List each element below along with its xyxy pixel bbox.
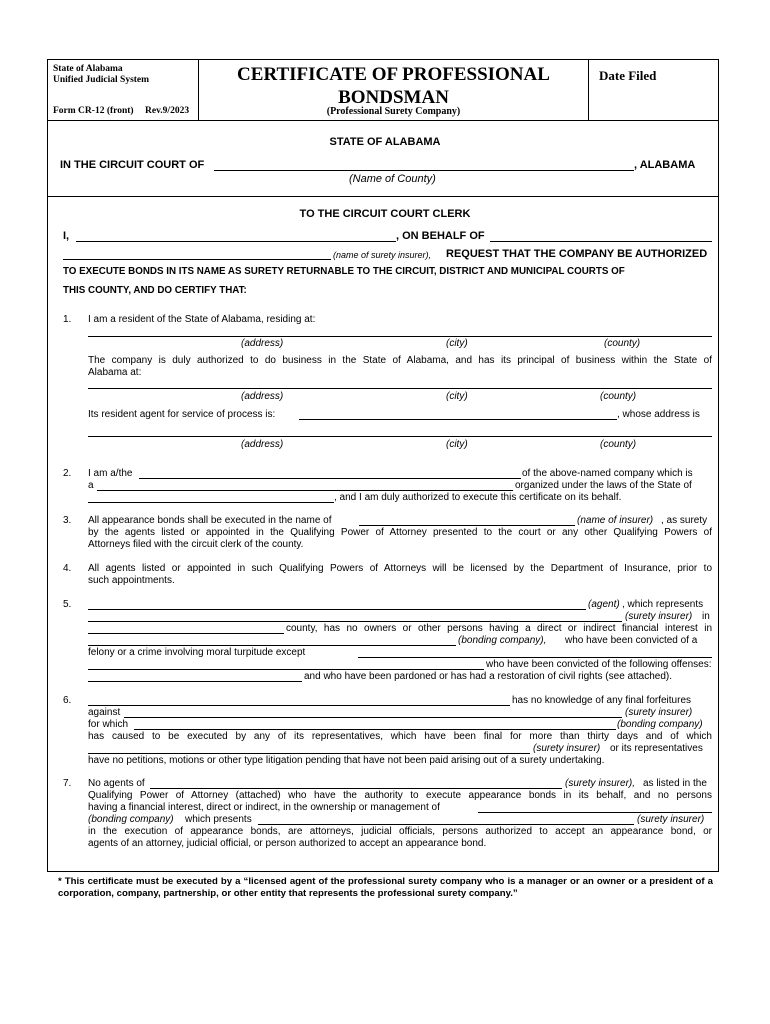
alabama-label: , ALABAMA — [634, 159, 696, 171]
date-filed-box[interactable] — [588, 59, 719, 121]
revision: Rev.9/2023 — [145, 106, 190, 116]
surety-insurer-field[interactable] — [88, 621, 622, 622]
footnote: * This certificate must be executed by a “licensed agent of the professional surety company who is a manager or an owner or a president of a corporation, company, partnership, or other entity that represents the professional surety company.” — [58, 876, 713, 899]
item5-text: felony or a crime involving moral turpitude except — [88, 647, 306, 658]
item2-text: of the above-named company which is — [522, 468, 693, 479]
in-circuit-court-label: IN THE CIRCUIT COURT OF — [60, 159, 205, 171]
item2-text: a — [88, 480, 94, 491]
item1-alabama-at: Alabama at: — [88, 367, 142, 378]
county-label: (county) — [600, 439, 637, 450]
item-number: 3. — [63, 515, 72, 526]
item6-text: for which — [88, 719, 129, 730]
item3-text: , as surety — [661, 515, 708, 526]
i-label: I, — [63, 230, 70, 242]
item5-text: who have been convicted of the following offenses: — [486, 659, 712, 670]
residence-address-field[interactable] — [88, 336, 712, 337]
form-number: Form CR-12 (front) — [53, 106, 134, 116]
system-label: Unified Judicial System — [53, 75, 150, 85]
item5-text: county, has no owners or other persons having a direct or indirect financial interest in — [286, 623, 712, 634]
state-heading: STATE OF ALABAMA — [329, 136, 441, 148]
city-label: (city) — [446, 439, 468, 450]
item6-text: against — [88, 707, 121, 718]
item2-text: , and I am duly authorized to execute this certificate on its behalf. — [334, 492, 622, 503]
item5-text: who have been convicted of a — [565, 635, 698, 646]
item7-text: as listed in the — [643, 778, 707, 789]
address-label: (address) — [241, 439, 284, 450]
county-label: (county) — [604, 338, 641, 349]
agent-label: Its resident agent for service of process is: — [88, 409, 276, 420]
surety-name-field[interactable] — [63, 259, 331, 260]
item-number: 2. — [63, 468, 72, 479]
item1-company-text: The company is duly authorized to do business in the State of Alabama, and has its principal of business within the State of — [88, 355, 712, 366]
surety-insurer-field[interactable] — [88, 753, 530, 754]
item3-text: All appearance bonds shall be executed in the name of — [88, 515, 332, 526]
item1-text: I am a resident of the State of Alabama, residing at: — [88, 314, 316, 325]
entity-type-field[interactable] — [97, 490, 513, 491]
item7-text: Qualifying Power of Attorney (attached) who have the authority to execute appearance bonds in its behalf, and no persons — [88, 790, 712, 801]
item2-text: organized under the laws of the State of — [515, 480, 692, 491]
form-subtitle: (Professional Surety Company) — [326, 106, 461, 117]
address-label: (address) — [241, 391, 284, 402]
surety-hint: (name of surety insurer), — [333, 250, 432, 260]
item3-text: by the agents listed or appointed in the Qualifying Power of Attorney presented to the court or any other Qualifying Powers of — [88, 527, 712, 538]
item6-text: (bonding company) — [617, 719, 703, 730]
company-field[interactable] — [490, 241, 712, 242]
item5-text: and who have been pardoned or has had a restoration of civil rights (see attached). — [304, 671, 673, 682]
item6-text: have no petitions, motions or other type litigation pending that have not been paid arising out of a surety undertaking. — [88, 755, 605, 766]
item7-text: having a financial interest, direct or indirect, in the ownership or management of — [88, 802, 440, 813]
item7-text: (bonding company) — [88, 814, 174, 825]
county-field[interactable] — [88, 633, 284, 634]
agent-field[interactable] — [88, 609, 586, 610]
forfeitures-name-field[interactable] — [88, 705, 510, 706]
agent-address-field[interactable] — [88, 436, 712, 437]
item2-text: I am a/the — [88, 468, 133, 479]
clerk-line2: TO EXECUTE BONDS IN ITS NAME AS SURETY RETURNABLE TO THE CIRCUIT, DISTRICT AND MUNICIPAL COURTS OF — [63, 266, 625, 277]
item7-text: (surety insurer) — [637, 814, 705, 825]
item7-text: (surety insurer), — [565, 778, 636, 789]
company-name-field[interactable] — [150, 788, 562, 789]
on-behalf-label: , ON BEHALF OF — [396, 230, 485, 242]
item4-text: All agents listed or appointed in such Qualifying Powers of Attorneys will be licensed by the Department of Insurance, prior to — [88, 563, 712, 574]
item5-text: in — [702, 611, 710, 622]
item6-text: or its representatives — [610, 743, 703, 754]
convicted-names-field[interactable] — [88, 669, 484, 670]
section-divider — [47, 196, 719, 197]
address-label: (address) — [241, 338, 284, 349]
item7-text: which presents — [185, 814, 252, 825]
item5-text: , which represents — [622, 599, 704, 610]
date-filed-label: Date Filed — [599, 68, 657, 83]
item-number: 4. — [63, 563, 72, 574]
item3-text: (name of insurer) — [577, 515, 654, 526]
item5-text: (agent) — [588, 599, 620, 610]
offenses-field[interactable] — [88, 681, 302, 682]
clerk-line3: THIS COUNTY, AND DO CERTIFY THAT: — [63, 285, 247, 296]
name-field[interactable] — [76, 241, 396, 242]
whose-address-label: , whose address is — [617, 409, 700, 420]
presents-field[interactable] — [258, 824, 634, 825]
item6-text: (surety insurer) — [533, 743, 601, 754]
company-address-field[interactable] — [88, 388, 712, 389]
item4-text: such appointments. — [88, 575, 175, 586]
header-title-box — [199, 59, 588, 121]
county-label: (county) — [600, 391, 637, 402]
bonding-company-field[interactable] — [88, 645, 456, 646]
surety-insurer-field[interactable] — [124, 717, 622, 718]
item6-text: has caused to be executed by any of its representatives, which have been final for more than thirty days and of which — [88, 731, 712, 742]
item-number: 6. — [63, 695, 72, 706]
item-number: 7. — [63, 778, 72, 789]
item6-text: (surety insurer) — [625, 707, 693, 718]
county-hint: (Name of County) — [349, 173, 436, 185]
item6-text: has no knowledge of any final forfeitures — [512, 695, 691, 706]
header-left-box — [47, 59, 199, 121]
insurer-name-field[interactable] — [359, 525, 575, 526]
item7-text: agents of an attorney, judicial official, or person authorized to accept an appearance bond. — [88, 838, 487, 849]
state-label: State of Alabama — [53, 64, 123, 74]
agent-name-field[interactable] — [299, 419, 617, 420]
form-title: CERTIFICATE OF PROFESSIONAL BONDSMAN — [237, 64, 550, 108]
item3-text: Attorneys filed with the circuit clerk of the county. — [88, 539, 304, 550]
bonding-company-field[interactable] — [134, 729, 616, 730]
ownership-field[interactable] — [478, 812, 712, 813]
item5-text: (bonding company), — [458, 635, 547, 646]
item7-text: in the execution of appearance bonds, are attorneys, judicial officials, persons authorized to accept an appearance bond, or — [88, 826, 712, 837]
item-number: 5. — [63, 599, 72, 610]
title-field[interactable] — [139, 478, 521, 479]
county-name-field[interactable] — [214, 170, 634, 171]
item5-text: (surety insurer) — [625, 611, 693, 622]
item7-text: No agents of — [88, 778, 145, 789]
state-field[interactable] — [88, 502, 334, 503]
clerk-heading: TO THE CIRCUIT COURT CLERK — [299, 208, 471, 220]
city-label: (city) — [446, 338, 468, 349]
item-number: 1. — [63, 314, 72, 325]
city-label: (city) — [446, 391, 468, 402]
exceptions-field[interactable] — [358, 657, 712, 658]
request-text: REQUEST THAT THE COMPANY BE AUTHORIZED — [446, 248, 708, 260]
